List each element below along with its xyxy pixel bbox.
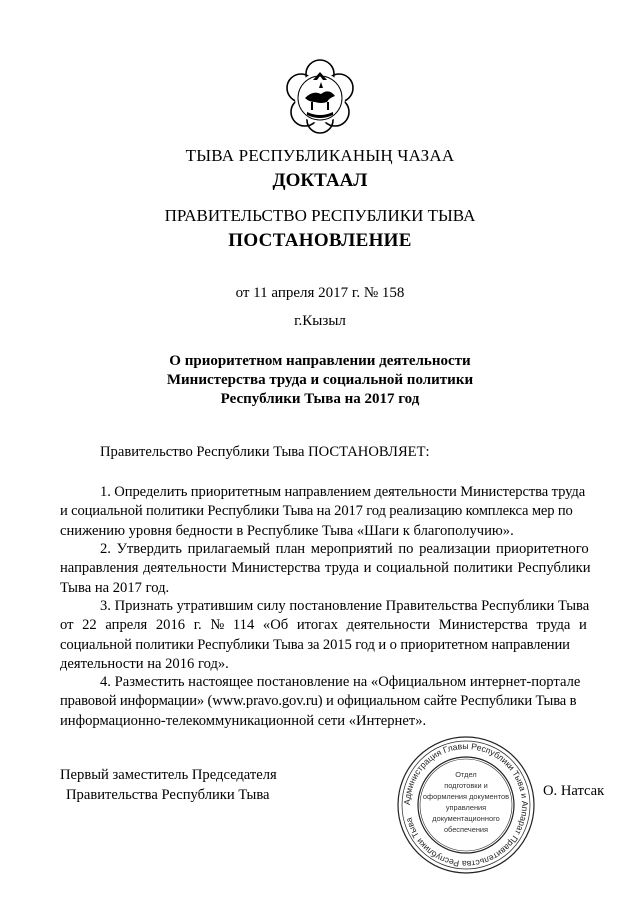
paragraph-line: 4. Разместить настоящее постановление на «Официальном интернет-портале xyxy=(100,674,581,690)
stamp-inner-line: подготовки и xyxy=(444,781,488,790)
tuvan-government-name: ТЫВА РЕСПУБЛИКАНЫҢ ЧАЗАА xyxy=(185,146,455,165)
official-stamp-seal xyxy=(396,735,536,875)
signatory-position xyxy=(60,765,277,805)
paragraph-line: 2. Утвердить прилагаемый план мероприятий по реализации приоритетного xyxy=(100,541,589,557)
date-and-number: от 11 апреля 2017 г. № 158 xyxy=(235,285,405,301)
paragraph-2 xyxy=(60,540,640,598)
stamp-inner-line: управления xyxy=(445,803,487,812)
tuva-coat-of-arms-emblem xyxy=(283,58,357,138)
tuvan-document-type: ДОКТААЛ xyxy=(272,170,368,191)
title-line: О приоритетном направлении деятельности xyxy=(169,353,471,369)
paragraph-line: социальной политики Республики Тыва за 2015 год и о приоритетном направлении xyxy=(60,636,570,653)
resolution-title xyxy=(0,352,640,409)
signatory-name: О. Натсак xyxy=(543,783,605,799)
paragraph-3 xyxy=(60,597,640,675)
paragraph-line: деятельности на 2016 год». xyxy=(60,656,229,673)
paragraph-line: 1. Определить приоритетным направлением деятельности Министерства труда xyxy=(100,484,586,500)
russian-document-type: ПОСТАНОВЛЕНИЕ xyxy=(228,230,412,251)
paragraph-line: от 22 апреля 2016 г. № 114 «Об итогах деятельности Министерства труда и xyxy=(60,617,587,634)
paragraph-line: 3. Признать утратившим силу постановление Правительства Республики Тыва xyxy=(100,598,590,614)
stamp-inner-line: Отдел xyxy=(455,770,477,779)
stamp-inner-line: обеспечения xyxy=(443,825,489,834)
russian-government-name: ПРАВИТЕЛЬСТВО РЕСПУБЛИКИ ТЫВА xyxy=(164,206,476,225)
paragraph-line: и социальной политики Республики Тыва на 2017 год реализацию комплекса мер по xyxy=(60,503,573,520)
signatory-position-line: Правительства Республики Тыва xyxy=(66,787,270,803)
paragraph-line: правовой информации» (www.pravo.gov.ru) и официальном сайте Республики Тыва в xyxy=(60,693,577,710)
stamp-inner-line: оформления документов xyxy=(422,792,510,801)
paragraph-line: Тыва на 2017 год. xyxy=(60,579,170,596)
paragraph-4 xyxy=(60,673,640,731)
stamp-ring-text: Администрация Главы Республики Тыва и Аппарат Правительства Республики Тыва xyxy=(401,740,531,870)
paragraph-line: направления деятельности Министерства труда и социальной политики Республики xyxy=(60,560,591,577)
stamp-inner-line: документационного xyxy=(432,814,500,823)
title-line: Министерства труда и социальной политики xyxy=(166,372,474,388)
preamble-text: Правительство Республики Тыва ПОСТАНОВЛЯЕТ: xyxy=(100,444,430,460)
city-name: г.Кызыл xyxy=(294,313,346,329)
title-line: Республики Тыва на 2017 год xyxy=(220,391,420,407)
signatory-position-line: Первый заместитель Председателя xyxy=(60,767,277,783)
paragraph-1 xyxy=(60,483,640,541)
paragraph-line: снижению уровня бедности в Республике Тыва «Шаги к благополучию». xyxy=(60,522,514,539)
paragraph-line: информационно-телекоммуникационной сети «Интернет». xyxy=(60,712,427,729)
